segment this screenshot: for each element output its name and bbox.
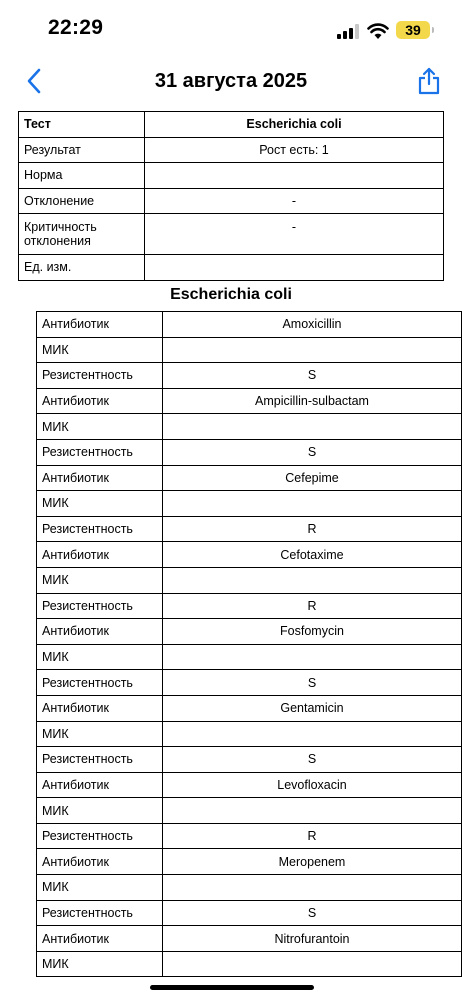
table-row [37,875,462,901]
table-row [19,137,444,163]
table-row [37,388,462,414]
antibiogram-table [36,311,462,977]
table-row [19,188,444,214]
row-label: Резистентность [37,439,163,465]
result-summary-table [18,111,444,281]
row-value: S [163,439,462,465]
table-row [37,465,462,491]
row-label: МИК [37,721,163,747]
table-row [37,644,462,670]
row-value: - [145,188,444,214]
row-value: Escherichia coli [145,112,444,138]
row-label: Резистентность [37,593,163,619]
home-indicator[interactable] [150,985,314,990]
row-value: Nitrofurantoin [163,926,462,952]
row-label: Антибиотик [37,772,163,798]
row-label: Антибиотик [37,542,163,568]
row-value [163,337,462,363]
row-label: МИК [37,491,163,517]
row-label: Резистентность [37,747,163,773]
row-label: МИК [37,875,163,901]
table-row [37,312,462,338]
row-value [145,163,444,189]
row-value: Gentamicin [163,695,462,721]
table-row [37,670,462,696]
table-row [37,516,462,542]
row-label: Результат [19,137,145,163]
row-label: Норма [19,163,145,189]
row-label: МИК [37,337,163,363]
row-label: Критичность отклонения [19,214,145,255]
table-row [19,255,444,281]
table-row [37,849,462,875]
status-bar [0,0,462,58]
table-row [37,363,462,389]
row-label: МИК [37,951,163,977]
table-row [37,951,462,977]
table-row [37,491,462,517]
battery-tip [432,27,434,33]
row-label: Антибиотик [37,465,163,491]
row-label: Резистентность [37,823,163,849]
table-row [37,593,462,619]
row-label: Антибиотик [37,926,163,952]
signal-icon [337,23,359,39]
row-value: Рост есть: 1 [145,137,444,163]
table-row [37,823,462,849]
row-label: Резистентность [37,670,163,696]
row-label: Антибиотик [37,312,163,338]
row-value: Levofloxacin [163,772,462,798]
row-value [163,491,462,517]
table-row [37,414,462,440]
row-label: Антибиотик [37,849,163,875]
row-value: R [163,823,462,849]
row-value: Meropenem [163,849,462,875]
row-label: МИК [37,414,163,440]
table-row [37,337,462,363]
row-label: Тест [19,112,145,138]
row-value: - [145,214,444,255]
row-value [163,951,462,977]
table-row [37,567,462,593]
antibiogram-scroll-area[interactable] [18,311,446,972]
row-label: Отклонение [19,188,145,214]
table-row [19,163,444,189]
page-title: 31 августа 2025 [154,70,308,92]
nav-bar [0,58,462,104]
table-row [37,798,462,824]
row-value [163,875,462,901]
row-label: Антибиотик [37,388,163,414]
table-row [37,619,462,645]
table-row [37,747,462,773]
table-row [37,772,462,798]
row-value [163,414,462,440]
row-value: R [163,593,462,619]
table-row [37,721,462,747]
row-label: МИК [37,644,163,670]
row-label: МИК [37,567,163,593]
row-label: Антибиотик [37,619,163,645]
table-row [37,542,462,568]
share-icon[interactable] [416,66,442,96]
row-value [163,567,462,593]
row-label: Антибиотик [37,695,163,721]
table-row [37,900,462,926]
row-value: Ampicillin-sulbactam [163,388,462,414]
table-row [19,112,444,138]
status-time: 22:29 [48,16,104,39]
row-value: S [163,900,462,926]
row-value [163,644,462,670]
battery-icon: 39 [396,21,430,39]
row-label: Резистентность [37,516,163,542]
row-label: Ед. изм. [19,255,145,281]
row-value [163,798,462,824]
table-row [37,695,462,721]
row-value: Cefotaxime [163,542,462,568]
section-title: Escherichia coli [170,286,292,303]
row-value: Amoxicillin [163,312,462,338]
row-value [163,721,462,747]
table-row [19,214,444,255]
row-value: R [163,516,462,542]
row-value: S [163,747,462,773]
table-row [37,439,462,465]
row-value [145,255,444,281]
wifi-icon [367,22,389,40]
row-label: МИК [37,798,163,824]
row-value: Cefepime [163,465,462,491]
table-row [37,926,462,952]
row-value: S [163,363,462,389]
row-label: Резистентность [37,900,163,926]
row-value: S [163,670,462,696]
row-label: Резистентность [37,363,163,389]
row-value: Fosfomycin [163,619,462,645]
